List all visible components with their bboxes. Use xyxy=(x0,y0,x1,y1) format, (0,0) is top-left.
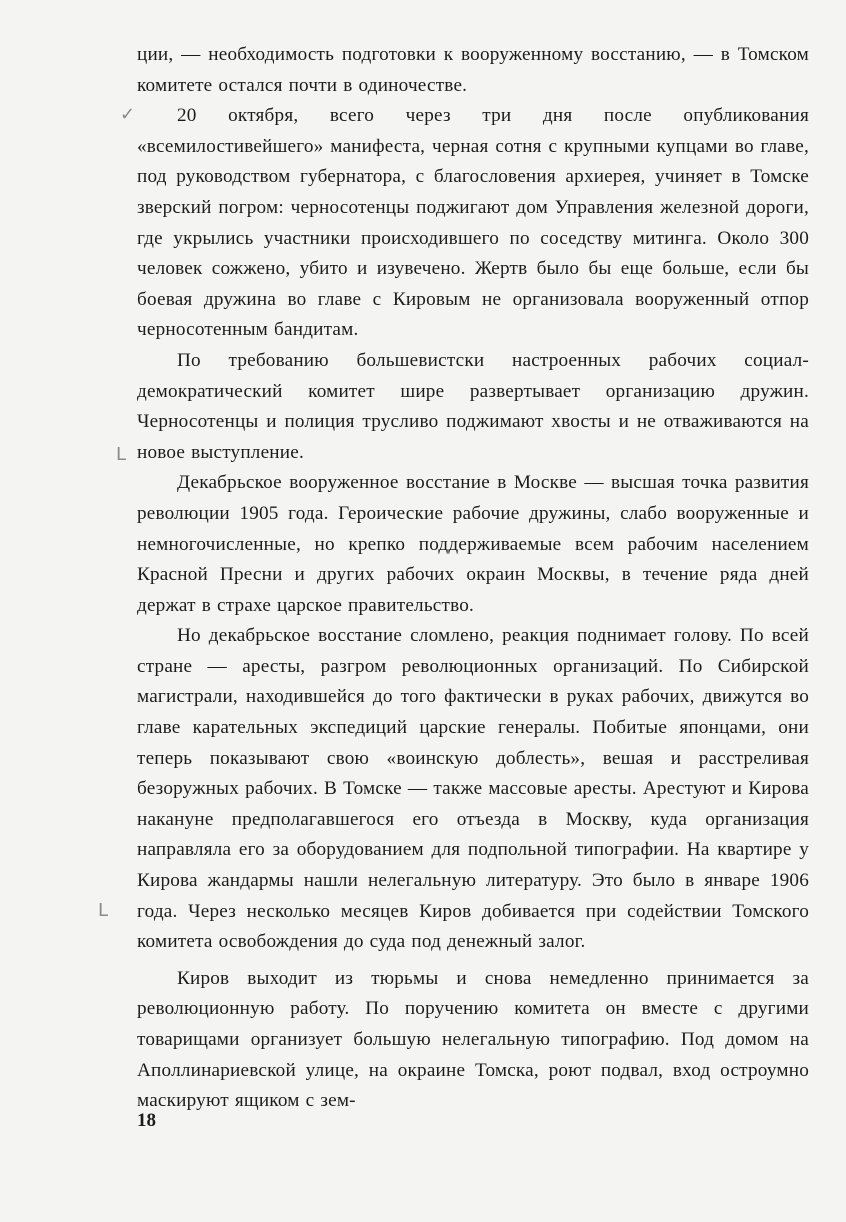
margin-checkmark-icon: ✓ xyxy=(120,104,136,125)
paragraph-4: Декабрьское вооруженное восстание в Москве — высшая точка развития революции 1905 года. Героические рабочие дружины, слабо вооруженные и немногочисленные, но крепко поддерживаемые всем рабочим населением Красной Пресни и других рабочих окраин Москвы, в течение ряда дней держат в страхе царское правительство. xyxy=(137,472,809,616)
margin-bracket-icon: ᒪ xyxy=(98,900,109,921)
paragraph-2: 20 октября, всего через три дня после опубликования «всемилостивейшего» манифеста, черная сотня с крупными купцами во главе, под руководством губернатора, с благословения архиерея, учиняет в Томске зверский погром: черносотенцы поджигают дом Управления железной дороги, где укрылись участники происходившего по соседству митинга. Около 300 человек сожжено, убито и изувечено. Жертв было бы еще больше, если бы боевая дружина во главе с Кировым не организовала вооруженный отпор черносотенным бандитам. xyxy=(137,105,809,341)
paragraph-6: Киров выходит из тюрьмы и снова немедленно принимается за революционную работу. По поручению комитета он вместе с другими товарищами организует большую нелегальную типографию. Под домом на Аполлинариевской улице, на окраине Томска, роют подвал, вход остроумно маскируют ящиком с зем- xyxy=(137,967,809,1112)
page-number: 18 xyxy=(137,1110,156,1131)
page-text xyxy=(137,40,809,1117)
paragraph-3: По требованию большевистски настроенных рабочих социал-демократический комитет шире развертывает организацию дружин. Черносотенцы и полиция трусливо поджимают хвосты и не отваживаются на новое выступление. xyxy=(137,349,809,463)
margin-tick-icon: ᒪ xyxy=(116,444,127,465)
paragraph-5: Но декабрьское восстание сломлено, реакция поднимает голову. По всей стране — аресты, разгром революционных организаций. По Сибирской магистрали, находившейся до того фактически в руках рабочих, движутся во главе карательных экспедиций царские генералы. Побитые японцами, они теперь показывают свою «воинскую доблесть», вешая и расстреливая безоружных рабочих. В Томске — также массовые аресты. Арестуют и Кирова накануне предполагавшегося его отъезда в Москву, куда организация направляла его за оборудованием для подпольной типографии. На квартире у Кирова жандармы нашли нелегальную литературу. Это было в январе 1906 года. Через несколько месяцев Киров добивается при содействии Томского комитета освобождения до суда под денежный залог. xyxy=(137,625,809,953)
paragraph-1: ции, — необходимость подготовки к вооруженному восстанию, — в Томском комитете остался почти в одиночестве. xyxy=(137,44,809,96)
